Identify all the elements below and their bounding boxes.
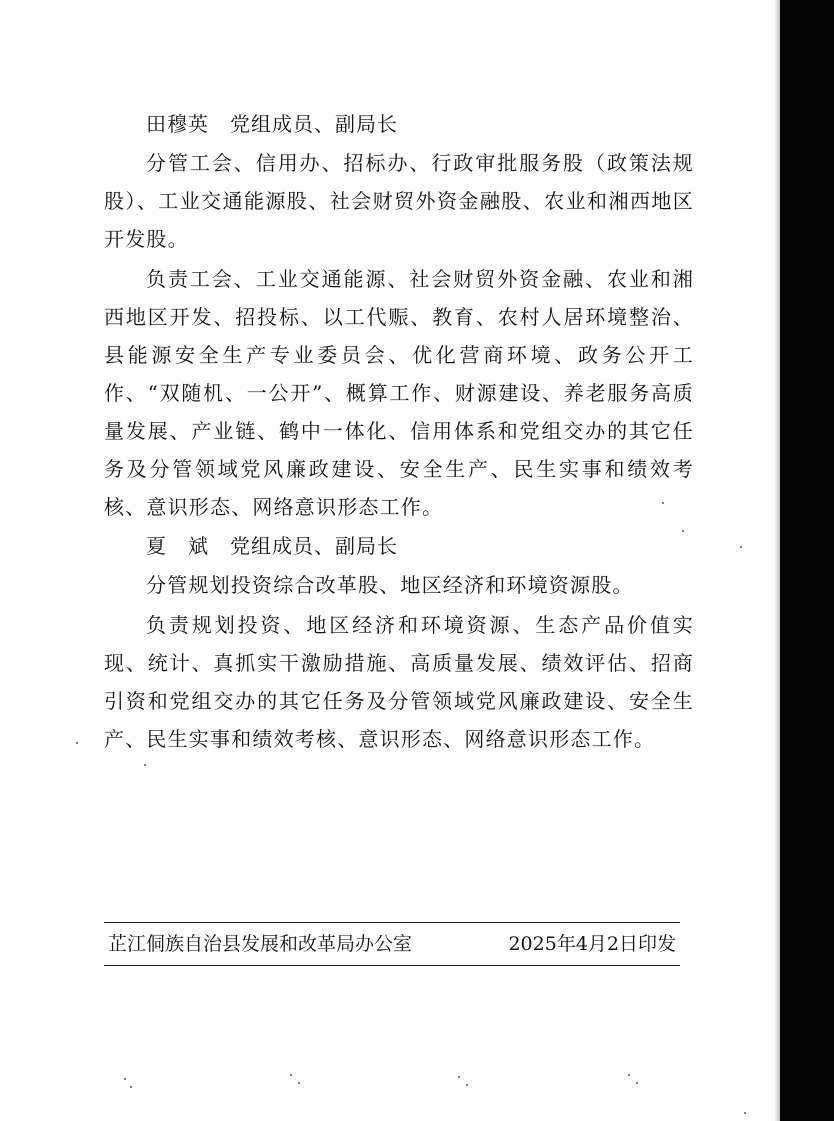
leader-responsibilities: 负责工会、工业交通能源、社会财贸外资金融、农业和湘西地区开发、招投标、以工代赈、教育、农村人居环境整治、县能源安全生产专业委员会、优化营商环境、政务公开工作、“双随机、一公开”、概算工作、财源建设、养老服务高质量发展、产业链、鹤中一体化、信用体系和党组交办的其它任务及分管领域党风廉政建设、安全生产、民生实事和绩效考核、意识形态、网络意识形态工作。 xyxy=(104,267,694,519)
leader-section xyxy=(104,104,694,526)
footer-bottom-rule xyxy=(104,965,680,966)
scan-speck xyxy=(662,502,664,504)
scan-dark-edge xyxy=(780,0,834,1121)
footer-row xyxy=(108,931,676,957)
scan-speck xyxy=(682,530,684,532)
document-body xyxy=(104,104,694,758)
document-footer xyxy=(104,922,680,966)
scan-speck xyxy=(290,1074,292,1076)
leader-heading: 夏 斌 党组成员、副局长 xyxy=(146,534,398,558)
leader-duties: 分管工会、信用办、招标办、行政审批服务股（政策法规股）、工业交通能源股、社会财贸外资金融股、农业和湘西地区开发股。 xyxy=(104,151,694,251)
scan-speck xyxy=(298,1082,300,1084)
scan-speck xyxy=(124,1078,126,1080)
scan-speck xyxy=(740,546,742,548)
scan-speck xyxy=(636,1082,638,1084)
scan-speck xyxy=(144,764,146,766)
leader-heading: 田穆英 党组成员、副局长 xyxy=(146,112,398,136)
leader-duties: 分管规划投资综合改革股、地区经济和环境资源股。 xyxy=(146,573,634,597)
scan-speck xyxy=(458,1076,460,1078)
footer-issuer: 芷江侗族自治县发展和改革局办公室 xyxy=(108,933,413,955)
footer-top-rule xyxy=(104,922,680,923)
leader-responsibilities: 负责规划投资、地区经济和环境资源、生态产品价值实现、统计、真抓实干激励措施、高质量发展、绩效评估、招商引资和党组交办的其它任务及分管领域党风廉政建设、安全生产、民生实事和绩效考核、意识形态、网络意识形态工作。 xyxy=(104,613,694,751)
scan-speck xyxy=(76,742,78,744)
scan-speck xyxy=(628,1074,630,1076)
footer-print-date: 2025年4月2日印发 xyxy=(508,933,676,955)
scan-speck xyxy=(744,1112,746,1114)
scan-speck xyxy=(130,1086,132,1088)
leader-section xyxy=(104,526,694,758)
scan-speck xyxy=(466,1084,468,1086)
